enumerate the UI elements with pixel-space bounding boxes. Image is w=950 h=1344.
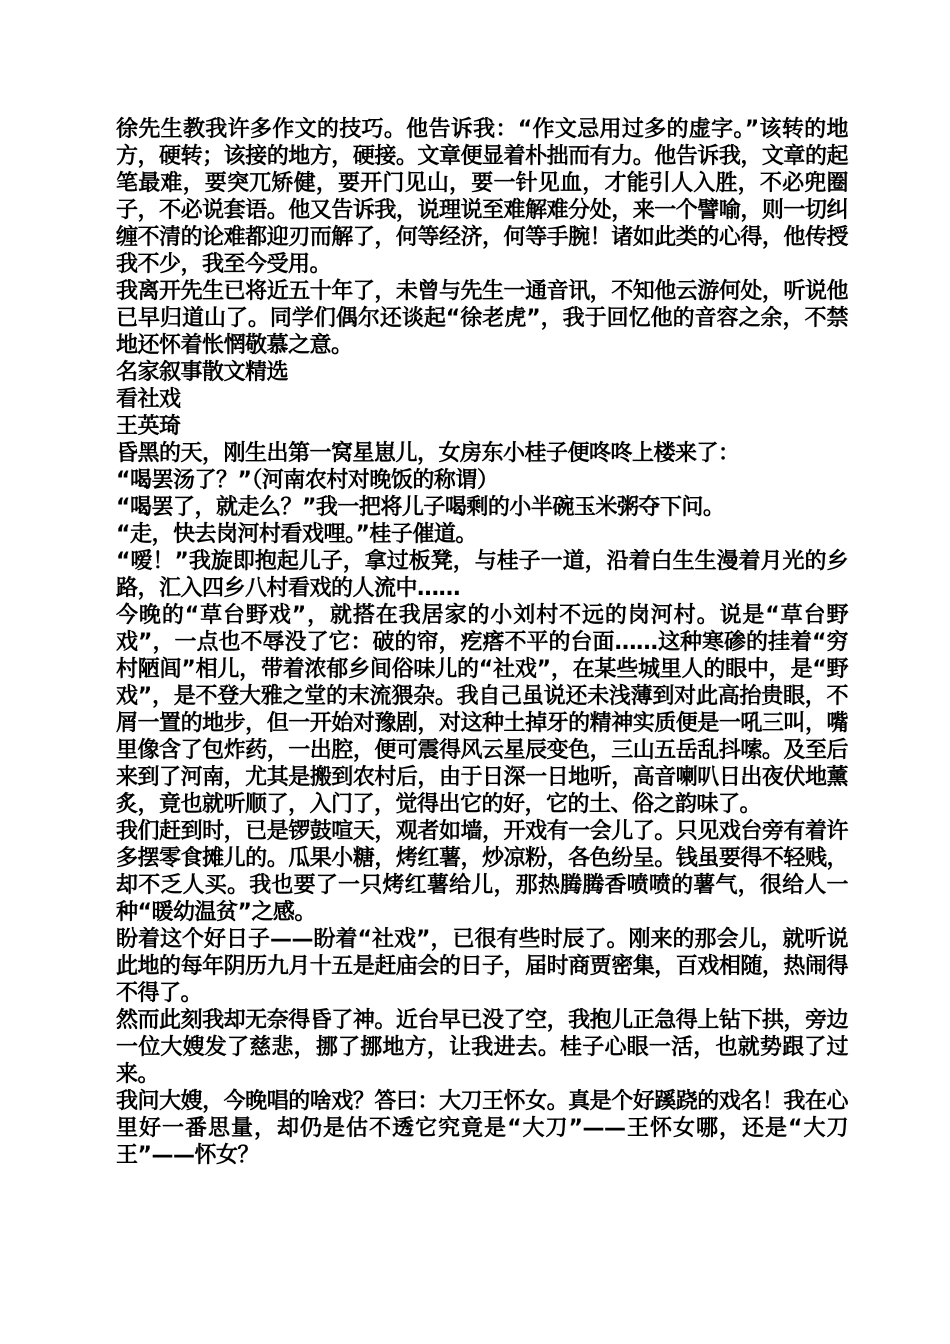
dialogue-line-2: “喝罢了，就走么？”我一把将儿子喝剩的小半碗玉米粥夺下问。 — [116, 495, 725, 520]
document-page — [116, 116, 848, 1169]
collection-title: 名家叙事散文精选 — [116, 360, 289, 385]
paragraph-play-name: 我问大嫂，今晚唱的啥戏？答曰：大刀王怀女。真是个好蹊跷的戏名！我在心里好一番思量，却仍是估不透它究竟是“大刀”——王怀女哪，还是“大刀王”——怀女？ — [116, 1089, 848, 1168]
essay-title: 看社戏 — [116, 387, 181, 412]
dialogue-line-3: “走，快去岗河村看戏哩。”桂子催道。 — [116, 522, 477, 547]
paragraph-xu-teaching: 徐先生教我许多作文的技巧。他告诉我：“作文忌用过多的虚字。”该转的地方，硬转；该接的地方，硬接。文章便显着朴拙而有力。他告诉我，文章的起笔最难，要突兀矫健，要开门见山，要一针见血，才能引人入胜，不必兜圈子，不必说套语。他又告诉我，说理说至难解难分处，来一个譬喻，则一切纠缠不清的论难都迎刃而解了，何等经济，何等手腕！诸如此类的心得，他传授我不少，我至今受用。 — [116, 117, 848, 277]
essay-author: 王英琦 — [116, 414, 181, 439]
paragraph-anticipation: 盼着这个好日子——盼着“社戏”，已很有些时辰了。刚来的那会儿，就听说此地的每年阴历九月十五是赶庙会的日子，届时商贾密集，百戏相随，热闹得不得了。 — [116, 927, 848, 1006]
paragraph-setting-off: “嗳！”我旋即抱起儿子，拿过板凳，与桂子一道，沿着白生生漫着月光的乡路，汇入四乡八村看戏的人流中…… — [116, 549, 848, 601]
paragraph-xu-memory: 我离开先生已将近五十年了，未曾与先生一通音讯，不知他云游何处，听说他已早归道山了。同学们偶尔还谈起“徐老虎”，我于回忆他的音容之余，不禁地还怀着怅惘敬慕之意。 — [116, 279, 848, 358]
paragraph-dusk: 昏黑的天，刚生出第一窝星崽儿，女房东小桂子便咚咚上楼来了： — [116, 441, 740, 466]
paragraph-arrival: 我们赶到时，已是锣鼓喧天，观者如墙，开戏有一会儿了。只见戏台旁有着许多摆零食摊儿的。瓜果小糖，烤红薯，炒凉粉，各色纷呈。钱虽要得不轻贱，却不乏人买。我也要了一只烤红薯给儿，那热腾腾香喷喷的薯气，很给人一种“暖幼温贫”之感。 — [116, 819, 848, 925]
paragraph-finding-seat: 然而此刻我却无奈得昏了神。近台早已没了空，我抱儿正急得上钻下拱，旁边一位大嫂发了慈悲，挪了挪地方，让我进去。桂子心眼一活，也就势跟了过来。 — [116, 1008, 848, 1087]
paragraph-opera-description: 今晚的“草台野戏”，就搭在我居家的小刘村不远的岗河村。说是“草台野戏”，一点也不辱没了它：破的帘，疙瘩不平的台面……这种寒碜的挂着“穷村陋闾”相儿，带着浓郁乡间俗味儿的“社戏”，在某些城里人的眼中，是“野戏”，是不登大雅之堂的末流猥杂。我自己虽说还未浅薄到对此高抬贵眼，不屑一置的地步，但一开始对豫剧，对这种土掉牙的精神实质便是一吼三叫，嘴里像含了包炸药，一出腔，便可震得风云星辰变色，三山五岳乱抖嗦。及至后来到了河南，尤其是搬到农村后，由于日深一日地听，高音喇叭日出夜伏地薰炙，竟也就听顺了，入门了，觉得出它的好，它的土、俗之韵味了。 — [116, 603, 848, 817]
dialogue-line-1: “喝罢汤了？”（河南农村对晚饭的称谓） — [116, 468, 499, 493]
